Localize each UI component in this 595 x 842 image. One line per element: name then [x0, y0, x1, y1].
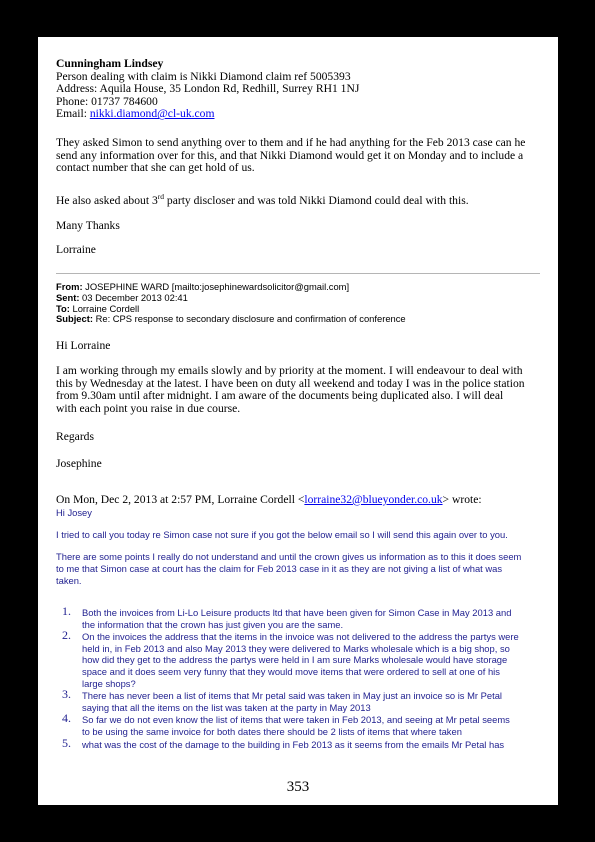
quoted-line: taken. — [56, 575, 82, 586]
note-text: He also asked about 3 — [56, 193, 158, 207]
attribution-line — [56, 494, 546, 507]
email-label: Email: — [56, 107, 90, 121]
list-item-line: Both the invoices from Li-Lo Leisure products ltd that have been given for Simon Case in May 2013 and — [82, 607, 512, 618]
quoted-line: I tried to call you today re Simon case not sure if you got the below email so I will send this again over to you. — [56, 529, 508, 540]
phone-line: Phone: 01737 784600 — [56, 94, 158, 108]
quoted-line: to me that Simon case at court has the claim for Feb 2013 case in it as they are not giving a list of what was — [56, 563, 503, 574]
list-item — [48, 735, 548, 751]
list-item-line: held in, in Feb 2013 and also May 2013 they were delivered to Marks wholesale which is a big shop, so — [82, 642, 510, 654]
note-line: send any information over for this, and that Nikki Diamond would get it on Monday and to include a — [56, 148, 524, 162]
reply-greeting — [56, 340, 546, 353]
list-item-line: So far we do not even know the list of items that were taken in Feb 2013, and seeing at Mr petal seems — [82, 714, 510, 726]
to-label: To: — [56, 302, 70, 314]
signature-name: Lorraine — [56, 243, 96, 256]
list-item — [48, 628, 548, 689]
sent-value: 03 December 2013 02:41 — [79, 291, 188, 303]
list-item-line: the information that the crown has just given you are the same. — [82, 618, 344, 630]
reply-line: with each point you raise in due course. — [56, 401, 241, 415]
signature-name: Josephine — [56, 457, 102, 470]
list-number: 2. — [62, 628, 71, 643]
list-number: 4. — [62, 711, 71, 726]
to-value: Lorraine Cordell — [69, 302, 140, 314]
quoted-line: There are some points I really do not understand and until the crown gives us information as to this it does seem — [56, 551, 522, 562]
numbered-list — [48, 604, 548, 751]
reply-signature — [56, 458, 546, 471]
regards-text: Regards — [56, 430, 94, 443]
list-item — [48, 711, 548, 737]
contact-block — [56, 58, 546, 121]
attribution-text: On Mon, Dec 2, 2013 at 2:57 PM, Lorraine Cordell < — [56, 493, 305, 506]
list-item-line: what was the cost of the damage to the building in Feb 2013 as it seems from the emails Mr Petal has — [82, 738, 505, 750]
list-item — [48, 687, 548, 713]
greeting-text: Hi Josey — [56, 507, 92, 518]
list-item-line: saying that all the items on the list was taken at the party in May 2013 — [82, 701, 371, 713]
list-item-line: On the invoices the address that the items in the invoice was not delivered to the address the partys were — [82, 631, 519, 643]
signoff-text: Many Thanks — [56, 219, 120, 232]
superscript: rd — [157, 192, 164, 201]
note-line — [56, 191, 546, 207]
reply-regards — [56, 431, 546, 444]
divider — [56, 273, 540, 274]
claim-person-line: Person dealing with claim is Nikki Diamond claim ref 5005393 — [56, 69, 351, 83]
email-line — [56, 108, 546, 121]
reply-body — [56, 365, 546, 415]
sender-email-link[interactable]: lorraine32@blueyonder.co.uk — [304, 493, 443, 506]
note-paragraph-1 — [56, 137, 546, 175]
email-header — [56, 282, 546, 325]
list-item-line: large shops? — [82, 677, 136, 689]
attribution-text: > wrote: — [442, 493, 482, 506]
address-line: Address: Aquila House, 35 London Rd, Redhill, Surrey RH1 1NJ — [56, 82, 360, 96]
reply-line: from 9.30am until after midnight. I am aware of the documents being duplicated also. I will deal — [56, 389, 504, 403]
sent-label: Sent: — [56, 291, 80, 303]
greeting-text: Hi Lorraine — [56, 339, 111, 352]
email-link[interactable]: nikki.diamond@cl-uk.com — [89, 107, 215, 121]
reply-line: this by Wednesday at the latest. I have been on duty all weekend and today I was in the police station — [56, 376, 525, 390]
quoted-paragraph-1 — [56, 529, 546, 541]
quoted-greeting — [56, 507, 546, 519]
from-value: JOSEPHINE WARD [mailto:josephinewardsolicitor@gmail.com] — [82, 281, 350, 292]
document-page — [38, 37, 558, 805]
note-signature — [56, 244, 546, 257]
company-name: Cunningham Lindsey — [56, 57, 164, 70]
note-paragraph-2 — [56, 191, 546, 207]
note-signoff — [56, 220, 546, 233]
list-item-line: how did they get to the address the partys were held in I am sure Marks wholesale would have storage — [82, 654, 508, 666]
subject-value: Re: CPS response to secondary disclosure and confirmation of conference — [92, 313, 406, 325]
from-label: From: — [56, 281, 83, 292]
note-line: contact number that she can get hold of us. — [56, 161, 255, 175]
points-list — [48, 604, 548, 750]
quoted-paragraph-2 — [56, 551, 546, 587]
quoted-attribution — [56, 494, 546, 507]
list-item — [48, 604, 548, 630]
list-number: 5. — [62, 735, 71, 750]
list-number: 1. — [62, 604, 71, 618]
page-number: 353 — [286, 779, 310, 795]
subject-line — [56, 314, 546, 325]
list-item-line: to be using the same invoice for both dates there should be 2 lists of items that where taken — [82, 725, 462, 737]
reply-line: I am working through my emails slowly and by priority at the moment. I will endeavour to deal with — [56, 364, 523, 377]
note-line: They asked Simon to send anything over to them and if he had anything for the Feb 2013 case can he — [56, 136, 526, 149]
subject-label: Subject: — [56, 313, 93, 325]
list-item-line: space and it does seem very funny that they would move items that were ordered to sell at one of his — [82, 665, 500, 677]
list-item-line: There has never been a list of items that Mr petal said was taken in May just an invoice so is Mr Petal — [82, 690, 502, 702]
list-number: 3. — [62, 687, 71, 702]
note-text: party discloser and was told Nikki Diamond could deal with this. — [164, 193, 469, 207]
